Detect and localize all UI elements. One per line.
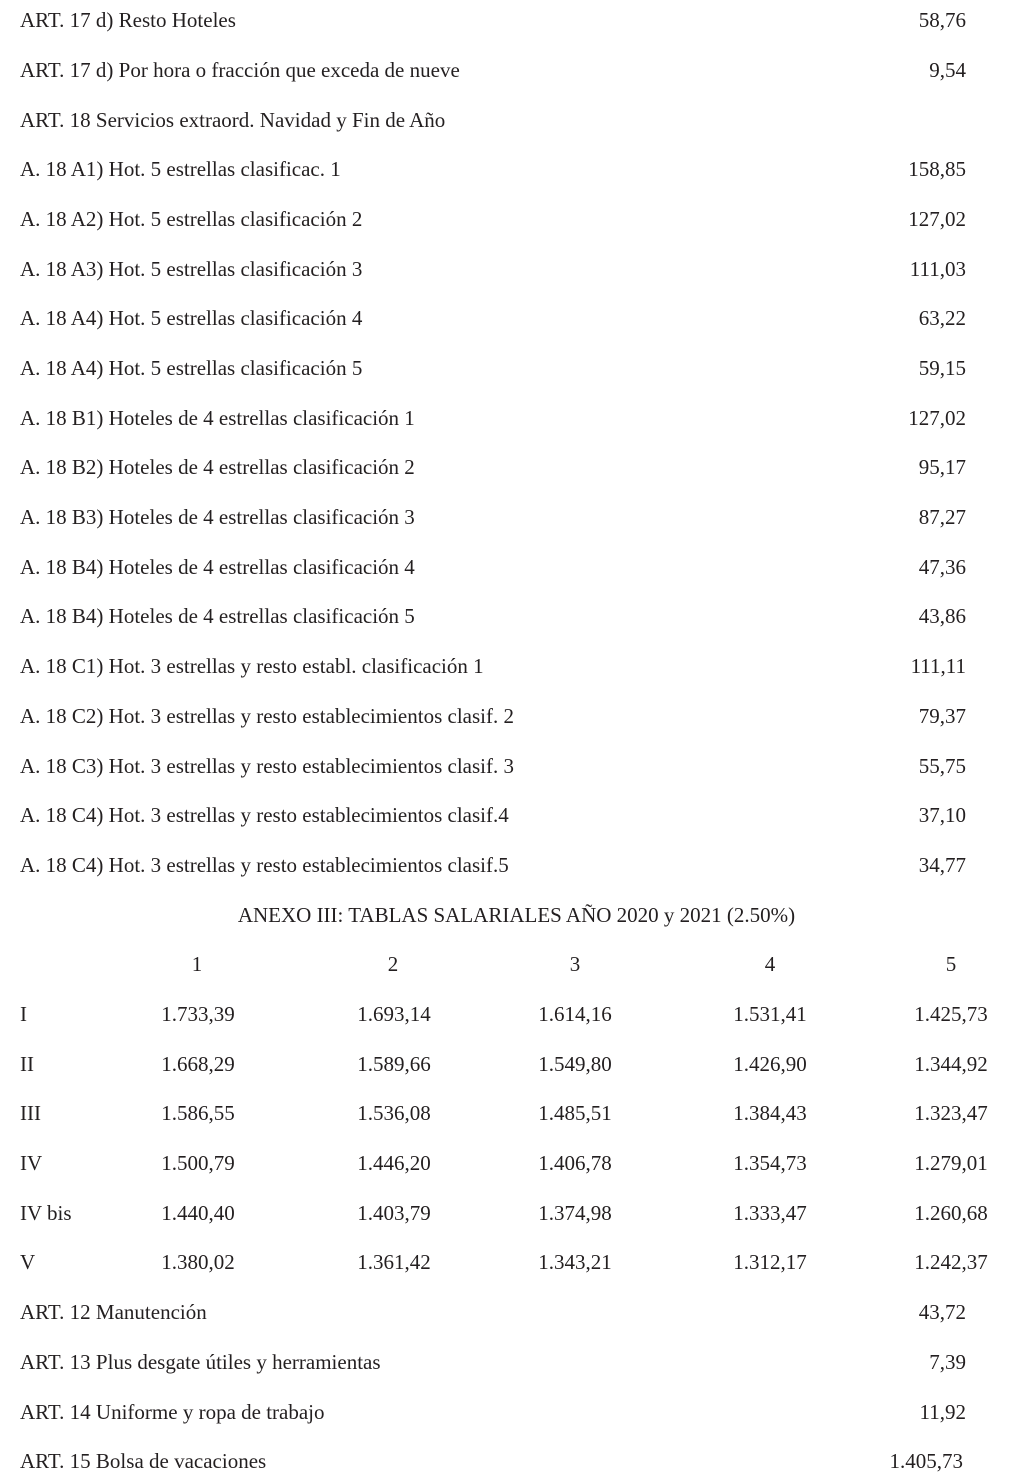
- item-amount: 111,03: [909, 257, 966, 281]
- table-cell: 1.589,66: [357, 1052, 431, 1076]
- table-cell: 1.485,51: [538, 1101, 612, 1125]
- item-label: A. 18 C1) Hot. 3 estrellas y resto establ. clasificación 1: [20, 654, 484, 678]
- table-row: [0, 1098, 1033, 1128]
- item-amount: 37,10: [918, 803, 966, 827]
- list-item: [0, 1397, 1033, 1427]
- table-cell: 1.333,47: [733, 1201, 807, 1225]
- item-label: ART. 17 d) Resto Hoteles: [20, 8, 236, 32]
- item-label: A. 18 B2) Hoteles de 4 estrellas clasificación 2: [20, 455, 415, 479]
- table-cell: 1.403,79: [357, 1201, 431, 1225]
- table-cell: 1.312,17: [733, 1250, 807, 1274]
- item-amount: 1.405,73: [889, 1449, 963, 1473]
- list-item: [0, 154, 1033, 184]
- list-item: [0, 1297, 1033, 1327]
- item-label: A. 18 B1) Hoteles de 4 estrellas clasificación 1: [20, 406, 415, 430]
- item-label: A. 18 A2) Hot. 5 estrellas clasificación 2: [20, 207, 363, 231]
- item-amount: 9,54: [929, 58, 966, 82]
- list-item: [0, 502, 1033, 532]
- item-amount: 127,02: [908, 406, 966, 430]
- item-amount: 87,27: [918, 505, 966, 529]
- annex-title: ANEXO III: TABLAS SALARIALES AÑO 2020 y 2021 (2.50%): [237, 903, 796, 927]
- table-cell: 1.500,79: [161, 1151, 235, 1175]
- item-amount: 34,77: [918, 853, 966, 877]
- item-label: ART. 13 Plus desgate útiles y herramientas: [20, 1350, 381, 1374]
- salary-table-header: [0, 949, 1033, 979]
- list-item: [0, 452, 1033, 482]
- list-item: [0, 5, 1033, 35]
- item-label: A. 18 C4) Hot. 3 estrellas y resto establecimientos clasif.5: [20, 853, 509, 877]
- table-cell: 1.668,29: [161, 1052, 235, 1076]
- item-label: A. 18 C4) Hot. 3 estrellas y resto establecimientos clasif.4: [20, 803, 509, 827]
- item-amount: 58,76: [918, 8, 966, 32]
- table-cell: 1.343,21: [538, 1250, 612, 1274]
- list-item: [0, 651, 1033, 681]
- annex-heading-row: [0, 900, 1033, 930]
- table-cell: 1.406,78: [538, 1151, 612, 1175]
- item-label: A. 18 C3) Hot. 3 estrellas y resto establecimientos clasif. 3: [20, 754, 514, 778]
- table-row: [0, 1148, 1033, 1178]
- list-item: [0, 1446, 1033, 1476]
- item-label: ART. 18 Servicios extraord. Navidad y Fin de Año: [20, 108, 446, 132]
- group-label: IV bis: [20, 1201, 72, 1225]
- item-amount: 55,75: [918, 754, 966, 778]
- column-header: 1: [191, 952, 203, 976]
- list-item: [0, 403, 1033, 433]
- list-item: [0, 254, 1033, 284]
- table-cell: 1.354,73: [733, 1151, 807, 1175]
- table-cell: 1.361,42: [357, 1250, 431, 1274]
- table-row: [0, 999, 1033, 1029]
- table-cell: 1.440,40: [161, 1201, 235, 1225]
- item-amount: 158,85: [908, 157, 966, 181]
- list-item: [0, 751, 1033, 781]
- column-header: 2: [387, 952, 399, 976]
- table-cell: 1.426,90: [733, 1052, 807, 1076]
- table-cell: 1.446,20: [357, 1151, 431, 1175]
- item-label: ART. 15 Bolsa de vacaciones: [20, 1449, 267, 1473]
- list-item: [0, 1347, 1033, 1377]
- table-cell: 1.323,47: [914, 1101, 988, 1125]
- table-cell: 1.531,41: [733, 1002, 807, 1026]
- item-label: A. 18 A4) Hot. 5 estrellas clasificación 4: [20, 306, 363, 330]
- table-row: [0, 1247, 1033, 1277]
- item-label: A. 18 B3) Hoteles de 4 estrellas clasificación 3: [20, 505, 415, 529]
- column-header: 5: [945, 952, 957, 976]
- table-row: [0, 1198, 1033, 1228]
- table-cell: 1.242,37: [914, 1250, 988, 1274]
- group-label: IV: [20, 1151, 43, 1175]
- list-item: [0, 800, 1033, 830]
- item-amount: 47,36: [918, 555, 966, 579]
- list-item: [0, 552, 1033, 582]
- table-cell: 1.693,14: [357, 1002, 431, 1026]
- item-label: A. 18 A1) Hot. 5 estrellas clasificac. 1: [20, 157, 341, 181]
- list-item: [0, 701, 1033, 731]
- list-item: [0, 204, 1033, 234]
- table-row: [0, 1049, 1033, 1079]
- group-label: II: [20, 1052, 34, 1076]
- table-cell: 1.586,55: [161, 1101, 235, 1125]
- list-item: [0, 303, 1033, 333]
- item-label: A. 18 A3) Hot. 5 estrellas clasificación 3: [20, 257, 363, 281]
- item-label: ART. 14 Uniforme y ropa de trabajo: [20, 1400, 325, 1424]
- item-amount: 7,39: [929, 1350, 966, 1374]
- column-header: 3: [569, 952, 581, 976]
- list-item: [0, 105, 1033, 135]
- table-cell: 1.344,92: [914, 1052, 988, 1076]
- table-cell: 1.733,39: [161, 1002, 235, 1026]
- table-cell: 1.279,01: [914, 1151, 988, 1175]
- item-label: A. 18 B4) Hoteles de 4 estrellas clasificación 4: [20, 555, 415, 579]
- table-cell: 1.260,68: [914, 1201, 988, 1225]
- item-amount: 127,02: [908, 207, 966, 231]
- item-label: A. 18 C2) Hot. 3 estrellas y resto establecimientos clasif. 2: [20, 704, 514, 728]
- item-amount: 43,86: [918, 604, 966, 628]
- table-cell: 1.614,16: [538, 1002, 612, 1026]
- list-item: [0, 850, 1033, 880]
- item-label: ART. 12 Manutención: [20, 1300, 207, 1324]
- list-item: [0, 601, 1033, 631]
- table-cell: 1.536,08: [357, 1101, 431, 1125]
- item-amount: 63,22: [918, 306, 966, 330]
- item-amount: 111,11: [910, 654, 966, 678]
- item-amount: 11,92: [919, 1400, 966, 1424]
- table-cell: 1.384,43: [733, 1101, 807, 1125]
- item-amount: 43,72: [918, 1300, 966, 1324]
- item-label: A. 18 B4) Hoteles de 4 estrellas clasificación 5: [20, 604, 415, 628]
- table-cell: 1.549,80: [538, 1052, 612, 1076]
- table-cell: 1.425,73: [914, 1002, 988, 1026]
- table-cell: 1.374,98: [538, 1201, 612, 1225]
- item-label: ART. 17 d) Por hora o fracción que exceda de nueve: [20, 58, 460, 82]
- item-amount: 95,17: [918, 455, 966, 479]
- item-amount: 59,15: [918, 356, 966, 380]
- item-amount: 79,37: [918, 704, 966, 728]
- group-label: I: [20, 1002, 27, 1026]
- group-label: III: [20, 1101, 41, 1125]
- item-label: A. 18 A4) Hot. 5 estrellas clasificación 5: [20, 356, 363, 380]
- group-label: V: [20, 1250, 36, 1274]
- column-header: 4: [764, 952, 776, 976]
- list-item: [0, 353, 1033, 383]
- table-cell: 1.380,02: [161, 1250, 235, 1274]
- list-item: [0, 55, 1033, 85]
